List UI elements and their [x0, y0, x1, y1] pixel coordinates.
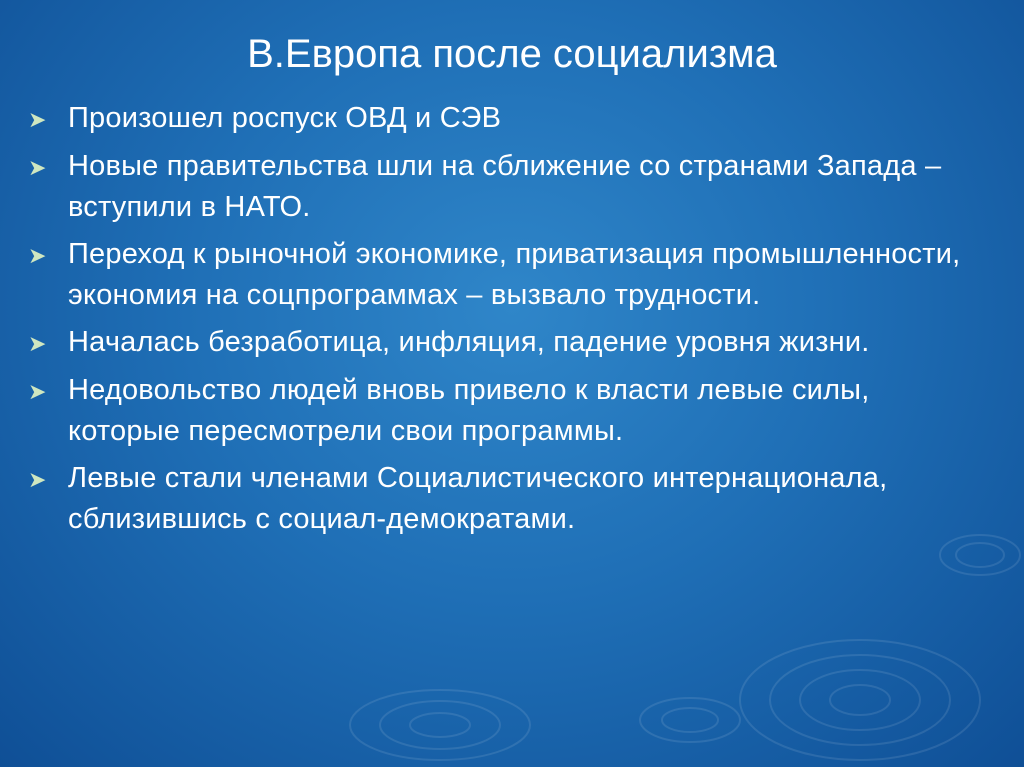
list-item — [28, 98, 968, 140]
arrow-bullet-icon: ➤ — [28, 379, 47, 404]
bullet-text: Произошел роспуск ОВД и СЭВ — [68, 102, 502, 134]
bullet-text: Новые правительства шли на сближение со странами Запада – вступили в НАТО. — [68, 150, 942, 223]
list-item — [28, 146, 968, 228]
arrow-bullet-icon: ➤ — [28, 243, 47, 268]
bullet-text: Левые стали членами Социалистического интернационала, сблизившись с социал-демократами. — [68, 462, 888, 535]
bullet-text: Началась безработица, инфляция, падение уровня жизни. — [68, 326, 870, 358]
list-item — [28, 234, 968, 316]
list-item — [28, 322, 968, 364]
slide-title: В.Европа после социализма — [247, 32, 777, 76]
bullet-list — [28, 98, 968, 546]
arrow-bullet-icon: ➤ — [28, 155, 47, 180]
arrow-bullet-icon: ➤ — [28, 467, 47, 492]
arrow-bullet-icon: ➤ — [28, 107, 47, 132]
list-item — [28, 458, 968, 540]
bullet-text: Недовольство людей вновь привело к власти левые силы, которые пересмотрели свои программы. — [68, 374, 870, 447]
bullet-text: Переход к рыночной экономике, приватизация промышленности, экономия на соцпрограммах – вызвало трудности. — [68, 238, 961, 311]
list-item — [28, 370, 968, 452]
arrow-bullet-icon: ➤ — [28, 331, 47, 356]
